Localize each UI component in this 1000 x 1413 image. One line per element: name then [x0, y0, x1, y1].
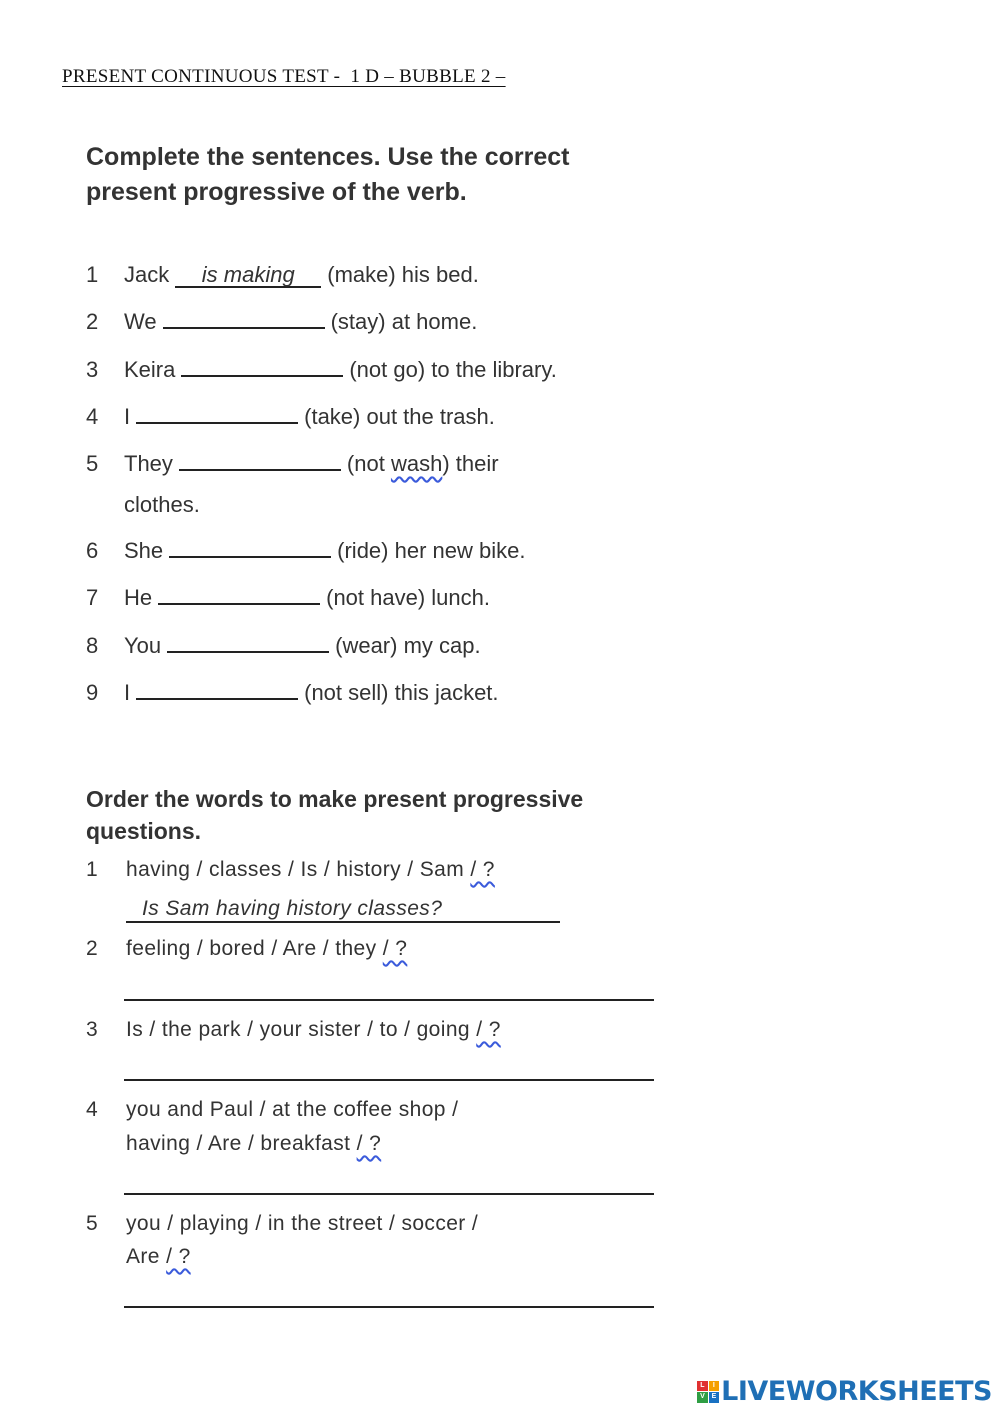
item-words: having / Are / breakfast: [126, 1132, 357, 1155]
item-number: 9: [86, 680, 99, 705]
item-words: feeling / bored / Are / they: [126, 937, 383, 960]
item-rest: (stay) at home.: [330, 309, 478, 334]
item-rest: (not sell) this jacket.: [304, 680, 499, 705]
item-number: 1: [86, 858, 99, 881]
item-number: 3: [86, 357, 99, 382]
spellcheck-mark: / ?: [476, 1018, 501, 1041]
exercise1-row: [86, 451, 499, 477]
logo-icon: [697, 1381, 719, 1403]
answer-blank[interactable]: [136, 404, 298, 424]
item-number: 7: [86, 585, 99, 610]
answer-line[interactable]: [124, 1306, 654, 1308]
spellcheck-mark: / ?: [356, 1132, 382, 1155]
item-rest: (ride) her new bike.: [337, 538, 526, 563]
item-number: 2: [86, 309, 99, 334]
item-number: 2: [86, 937, 99, 960]
logo-text: LIVEWORKSHEETS: [721, 1376, 992, 1407]
item-number: 8: [86, 633, 99, 658]
item-number: 5: [86, 451, 99, 476]
exercise2-row: [86, 858, 495, 882]
item-words: you and Paul / at the coffee shop /: [126, 1098, 459, 1121]
item-words: Are: [126, 1245, 167, 1268]
exercise1-row: [86, 262, 479, 288]
item-number: 4: [86, 1098, 99, 1121]
item-rest: (make) his bed.: [327, 262, 479, 287]
item-rest: (wear) my cap.: [335, 633, 481, 658]
answer-field[interactable]: is making: [175, 264, 321, 288]
logo-letter: I: [709, 1381, 720, 1392]
item-number: 6: [86, 538, 99, 563]
answer-blank[interactable]: [169, 538, 331, 558]
liveworksheets-logo[interactable]: [697, 1376, 992, 1407]
item-subject: I: [124, 680, 131, 705]
answer-blank[interactable]: [167, 633, 329, 653]
exercise1-row: [86, 357, 557, 383]
exercise1-row: [86, 680, 499, 706]
answer-blank[interactable]: [136, 680, 298, 700]
spellcheck-mark: / ?: [166, 1245, 191, 1268]
item-words: having / classes / Is / history / Sam: [126, 858, 471, 881]
item-subject: We: [124, 309, 157, 334]
exercise2-row: [86, 937, 407, 961]
item-subject: Jack: [124, 262, 170, 287]
item-number: 4: [86, 404, 99, 429]
item-rest: ) their: [442, 451, 499, 476]
section2-heading: Order the words to make present progressive questions.: [86, 786, 584, 844]
exercise1-row: [86, 538, 525, 564]
spellcheck-mark: / ?: [382, 937, 408, 960]
item-subject: They: [124, 451, 173, 476]
answer-line[interactable]: [124, 1193, 654, 1195]
item-rest: (not: [346, 451, 391, 476]
answer-line[interactable]: [124, 1079, 654, 1081]
item-subject: You: [124, 633, 162, 658]
item-number: 3: [86, 1018, 99, 1041]
answer-blank[interactable]: [158, 585, 320, 605]
exercise1-row: [86, 633, 481, 659]
item-number: 1: [86, 262, 99, 287]
answer-blank[interactable]: [181, 357, 343, 377]
answer-example[interactable]: Is Sam having history classes?: [126, 897, 560, 923]
logo-letter: E: [709, 1392, 720, 1403]
section1-heading: Complete the sentences. Use the correct present progressive of the verb.: [86, 143, 570, 206]
exercise2-row: [86, 1018, 501, 1042]
exercise2-row: [86, 1212, 478, 1236]
item-words: Is / the park / your sister / to / going: [126, 1018, 477, 1041]
exercise1-row: [86, 404, 495, 430]
answer-blank[interactable]: [179, 451, 341, 471]
logo-letter: V: [697, 1392, 708, 1403]
item-continuation: [126, 1132, 381, 1156]
item-subject: I: [124, 404, 131, 429]
item-rest: (take) out the trash.: [304, 404, 495, 429]
item-subject: He: [124, 585, 153, 610]
answer-blank[interactable]: [163, 309, 325, 329]
item-continuation: [126, 1245, 191, 1269]
spellcheck-word: wash: [390, 451, 443, 476]
item-rest: (not have) lunch.: [326, 585, 490, 610]
item-continuation: clothes.: [124, 492, 200, 517]
item-words: you / playing / in the street / soccer /: [126, 1212, 479, 1235]
exercise1-row: [86, 309, 477, 335]
answer-line[interactable]: [124, 999, 654, 1001]
exercise1-row: [86, 585, 490, 611]
spellcheck-mark: / ?: [470, 858, 495, 881]
item-rest: (not go) to the library.: [349, 357, 557, 382]
item-subject: Keira: [124, 357, 176, 382]
item-subject: She: [124, 538, 164, 563]
page-title: PRESENT CONTINUOUS TEST - 1 D – BUBBLE 2 –: [62, 66, 506, 87]
exercise2-row: [86, 1098, 458, 1122]
logo-letter: L: [697, 1381, 708, 1392]
item-number: 5: [86, 1212, 99, 1235]
